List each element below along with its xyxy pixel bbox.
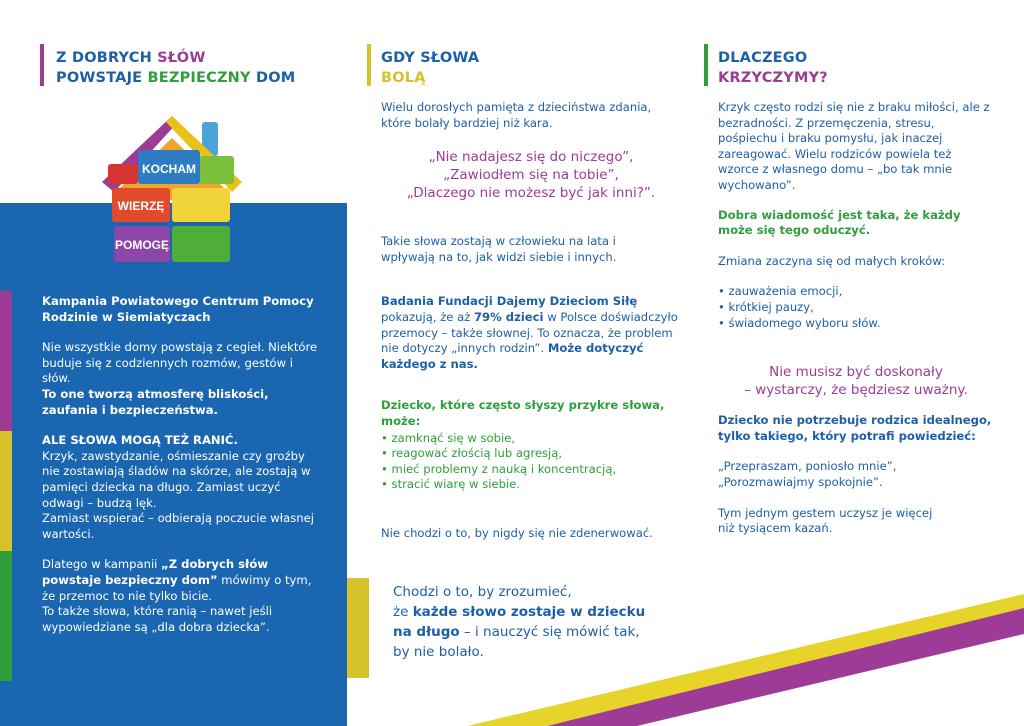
col3-heading <box>718 48 998 88</box>
col2-intro: Wielu dorosłych pamięta z dzieciństwa zdania, które bolały bardziej niż kara. <box>381 100 652 130</box>
col3-quote: Nie musisz być doskonały – wystarczy, że będziesz uważny. <box>744 364 968 399</box>
heading-segment: SŁÓW <box>157 50 206 66</box>
list-item: • świadomego wyboru słów. <box>718 315 881 330</box>
block-top-right <box>200 156 234 184</box>
col2-text <box>381 100 681 542</box>
col2-heading-line1 <box>381 48 661 68</box>
col1-heading <box>56 48 336 88</box>
child-effects-list <box>381 431 681 493</box>
heading-accent-bar <box>40 44 44 86</box>
heading-accent-bar <box>704 44 708 86</box>
quote-line: „Dlaczego nie możesz być jak inni?”. <box>406 185 656 202</box>
col3-text <box>718 100 994 537</box>
good-news: Dobra wiadomość jest taka, że każdy może się tego oduczyć. <box>718 207 961 238</box>
block-top-left <box>108 164 138 184</box>
col2-paragraph-2: Takie słowa zostają w człowieku na lata i wpływają na to, jak widzi siebie i innych. <box>381 234 617 264</box>
block-bottom-right <box>172 226 230 262</box>
heading-segment: Z DOBRYCH <box>56 50 158 66</box>
quote-line: „Zawiodłem się na tobie”, <box>443 167 619 184</box>
change-intro: Zmiana zaczyna się od małych kroków: <box>718 253 945 268</box>
col2-quotes <box>381 148 681 202</box>
heading-segment: POWSTAJE <box>56 70 148 86</box>
col1-paragraph-1: Nie wszystkie domy powstają z cegieł. Niektóre buduje się z codziennych rozmów, gestów i słów. To one tworzą atmosferę bliskości, zaufania i bezpieczeństwa. <box>42 340 318 417</box>
col1-heading-line1 <box>56 48 336 68</box>
col3-heading-line2 <box>718 68 998 88</box>
house-word-wierze: WIERZĘ <box>117 199 165 213</box>
col2-last-line: Nie chodzi o to, by nigdy się nie zdenerwować. <box>381 525 653 540</box>
quote-line: „Nie nadajesz się do niczego”, <box>428 149 634 166</box>
house-illustration <box>92 104 252 272</box>
list-item: • zamknąć się w sobie, <box>381 430 516 445</box>
ribbon-yellow <box>467 594 1024 726</box>
col3-heading-line1 <box>718 48 998 68</box>
heading-accent-bar <box>367 44 371 86</box>
col1-heading-line2 <box>56 68 336 88</box>
col2-heading <box>381 48 661 88</box>
col3-paragraph-1: Krzyk często rodzi się nie z braku miłości, ale z bezradności. Z przemęczenia, stresu, pośpiechu i braku pomysłu, jak inaczej zareagować. Wielu rodziców powiela też wzorce z własnego domu – „bo tak mnie wychowano”. <box>718 100 990 192</box>
col2-research: Badania Fundacji Dajemy Dzieciom Siłę pokazują, że aż 79% dzieci w Polsce doświadczyło przemocy – także słownej. To oznacza, że problem nie dotyczy „innych rodzin”. Może dotyczyć każdego z nas. <box>381 294 678 371</box>
heading-segment: DOM <box>250 70 296 86</box>
final-statement: Chodzi o to, by zrozumieć, że każde słowo zostaje w dziecku na długo – i nauczyć się mówić tak, by nie bolało. <box>393 584 646 660</box>
list-item: • krótkiej pauzy, <box>718 299 814 314</box>
list-item: • stracić wiarę w siebie. <box>381 477 520 492</box>
heading-segment: DLACZEGO <box>718 50 808 66</box>
child-effects-title: Dziecko, które często słyszy przykre słowa, może: <box>381 398 665 428</box>
ideal-parent: Dziecko nie potrzebuje rodzica idealnego, tylko takiego, który potrafi powiedzieć: <box>718 413 992 443</box>
block-mid-right <box>172 188 230 222</box>
heading-segment: KRZYCZYMY? <box>718 70 828 86</box>
panel-stripe-purple <box>0 291 12 431</box>
closing: Tym jednym gestem uczysz je więcej niż tysiącem kazań. <box>718 505 933 536</box>
list-item: • zauważenia emocji, <box>718 284 843 299</box>
house-word-kocham: KOCHAM <box>142 162 196 176</box>
heading-segment: BOLĄ <box>381 70 426 86</box>
campaign-text <box>42 294 318 635</box>
list-item: • reagować złością lub agresją, <box>381 446 563 461</box>
col1-paragraph-2: ALE SŁOWA MOGĄ TEŻ RANIĆ. Krzyk, zawstydzanie, ośmieszanie czy groźby nie zostawiają śladów na skórze, ale zostają w pamięci dziecka na długo. Zamiast uczyć odwagi – budzą lęk. Zamiast wspierać – odbierają poczucie własnej wartości. <box>42 433 314 541</box>
heading-segment: GDY SŁOWA <box>381 50 480 66</box>
col1-paragraph-3: Dlatego w kampanii „Z dobrych słów powstaje bezpieczny dom” mówimy o tym, że przemoc to nie tylko bicie. To także słowa, które ranią – nawet jeśli wypowiedziane są „dla dobra dziecka”. <box>42 557 312 634</box>
panel-stripe-yellow <box>0 431 12 551</box>
list-item: • mieć problemy z nauką i koncentracją, <box>381 461 617 476</box>
panel-stripe-green <box>0 551 12 681</box>
decorative-ribbons <box>347 590 1024 726</box>
steps-list <box>718 284 994 331</box>
campaign-title: Kampania Powiatowego Centrum Pomocy Rodzinie w Siemiatyczach <box>42 294 314 324</box>
house-word-pomoge: POMOGĘ <box>114 238 170 252</box>
col2-heading-line2 <box>381 68 661 88</box>
heading-segment: BEZPIECZNY <box>147 70 251 86</box>
phrases: „Przepraszam, poniosło mnie”, „Porozmawiajmy spokojnie”. <box>718 459 897 489</box>
